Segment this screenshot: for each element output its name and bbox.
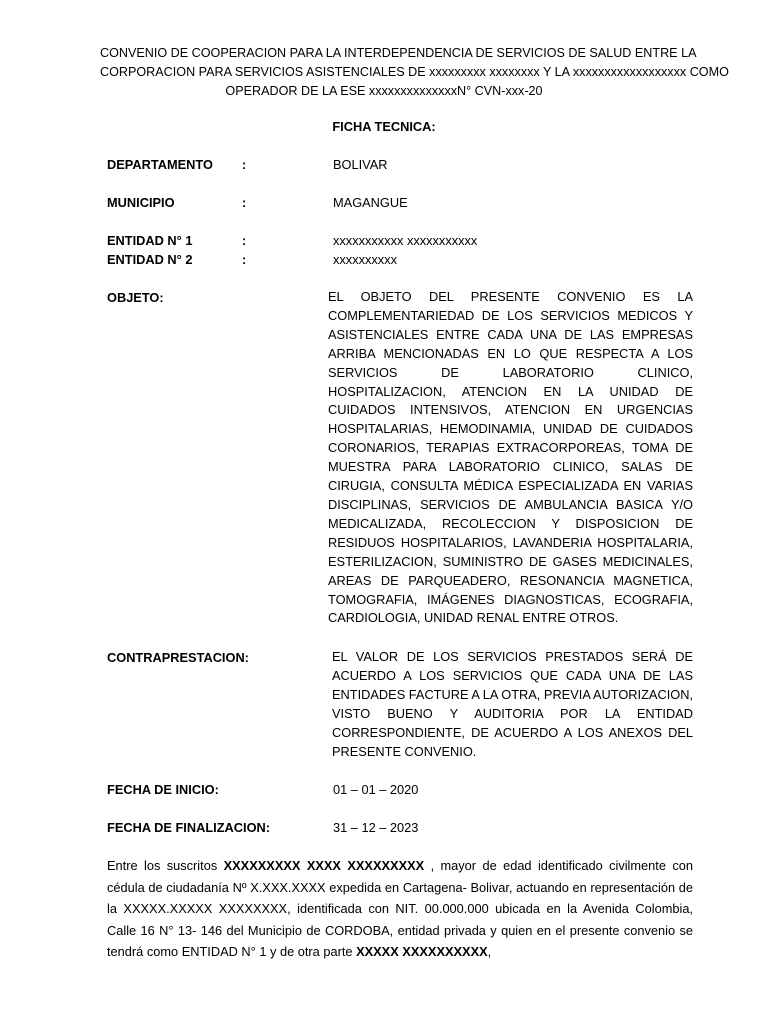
body-text-intro: Entre los suscritos <box>107 858 224 873</box>
objeto-text: EL OBJETO DEL PRESENTE CONVENIO ES LA COMPLEMENTARIEDAD DE LOS SERVICIOS MEDICOS Y ASISTENCIALES ENTRE CADA UNA DE LAS EMPRESAS ARRIBA MENCIONADAS EN LO QUE RESPECTA A LOS SERVICIOS DE LABORATORIO CLINICO, HOSPITALIZACION, ATENCION EN LA UNIDAD DE CUIDADOS INTENSIVOS, ATENCION EN URGENCIAS HOSPITALARIAS, HEMODINAMIA, UNIDAD DE CUIDADOS CORONARIOS, TERAPIAS EXTRACORPOREAS, TOMA DE MUESTRA PARA LABORATORIO CLINICO, SALAS DE CIRUGIA, CONSULTA MÉDICA ESPECIALIZADA EN VARIAS DISCIPLINAS, SERVICIOS DE AMBULANCIA BASICA Y/O MEDICALIZADA, RECOLECCION Y DISPOSICION DE RESIDUOS HOSPITALARIOS, LAVANDERIA HOSPITALARIA, ESTERILIZACION, SUMINISTRO DE GASES MEDICINALES, AREAS DE PARQUEADERO, RESONANCIA MAGNETICA, TOMOGRAFIA, IMÁGENES DIAGNOSTICAS, ECOGRAFIA, CARDIOLOGIA, UNIDAD RENAL ENTRE OTROS. <box>328 289 693 626</box>
title-line-1: CONVENIO DE COOPERACION PARA LA INTERDEPENDENCIA DE SERVICIOS DE SALUD ENTRE LA <box>100 46 697 60</box>
title-line-3: OPERADOR DE LA ESE xxxxxxxxxxxxxxN° CVN-xxx-20 <box>225 84 543 98</box>
signatory-name-2: XXXXX XXXXXXXXXX <box>356 944 488 960</box>
departamento-colon: : <box>242 157 247 172</box>
entidad-2-value: xxxxxxxxxx <box>333 252 397 267</box>
fecha-fin-value: 31 – 12 – 2023 <box>333 820 419 835</box>
objeto-label: OBJETO: <box>107 290 164 305</box>
departamento-value: BOLIVAR <box>333 157 388 172</box>
title-line-2: CORPORACION PARA SERVICIOS ASISTENCIALES DE xxxxxxxxx xxxxxxxx Y LA xxxxxxxxxxxxxxxxxx COMO <box>100 65 729 79</box>
fecha-fin-label: FECHA DE FINALIZACION: <box>107 820 271 835</box>
body-text-middle: , mayor de edad identificado civilmente con cédula de ciudadanía Nº X.XXX.XXXX expedida en Cartagena- Bolivar, actuando en representación de la XXXXX.XXXXX XXXXXXXX, identificada con NIT. 00.000.000 ubicada en la Avenida Colombia, Calle 16 N° 13- 146 del Municipio de CORDOBA, entidad privada y quien en el presente convenio se tendrá como ENTIDAD N° 1 y de otra parte <box>107 858 693 960</box>
body-paragraph <box>107 855 693 963</box>
ficha-tecnica-heading: FICHA TECNICA: <box>332 119 436 134</box>
entidad-1-colon: : <box>242 233 247 248</box>
fecha-inicio-value: 01 – 01 – 2020 <box>333 782 419 797</box>
entidad-2-label: ENTIDAD N° 2 <box>107 252 193 267</box>
municipio-value: MAGANGUE <box>333 195 408 210</box>
fecha-inicio-label: FECHA DE INICIO: <box>107 782 219 797</box>
contraprestacion-label: CONTRAPRESTACION: <box>107 650 249 665</box>
entidad-1-label: ENTIDAD N° 1 <box>107 233 193 248</box>
document-title <box>100 44 729 101</box>
departamento-label: DEPARTAMENTO <box>107 157 213 172</box>
entidad-1-value: xxxxxxxxxxx xxxxxxxxxxx <box>333 233 478 248</box>
signatory-name-1: XXXXXXXXX XXXX XXXXXXXXX <box>223 858 425 873</box>
contraprestacion-text: EL VALOR DE LOS SERVICIOS PRESTADOS SERÁ DE ACUERDO A LOS SERVICIOS QUE CADA UNA DE LAS ENTIDADES FACTURE A LA OTRA, PREVIA AUTORIZACION, VISTO BUENO Y AUDITORIA POR LA ENTIDAD CORRESPONDIENTE, DE ACUERDO A LOS ANEXOS DEL PRESENTE CONVENIO. <box>332 649 694 759</box>
entidad-2-colon: : <box>242 252 247 267</box>
municipio-label: MUNICIPIO <box>107 195 175 210</box>
body-text-end: , <box>487 944 492 960</box>
municipio-colon: : <box>242 195 247 210</box>
